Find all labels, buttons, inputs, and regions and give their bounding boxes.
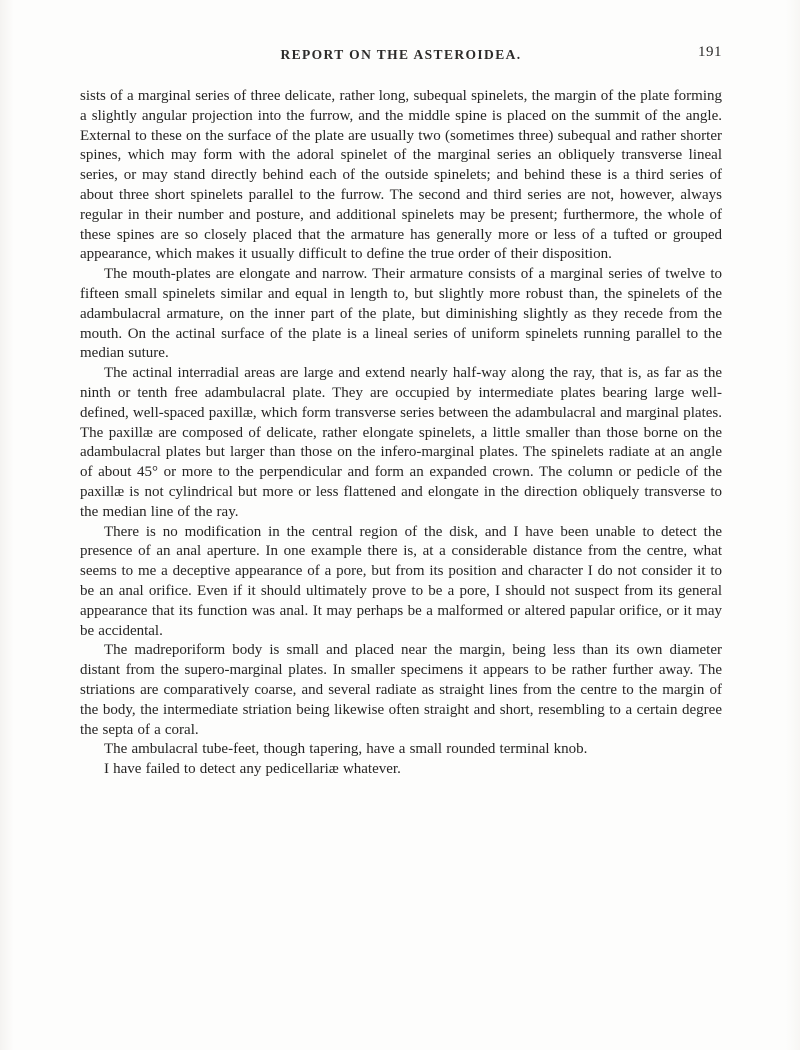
page-body (80, 87, 722, 780)
paragraph: The ambulacral tube-feet, though tapering, have a small rounded terminal knob. (104, 741, 588, 758)
paragraph: The madreporiform body is small and placed near the margin, being less than its own diameter distant from the supero-marginal plates. In smaller specimens it appears to be rather further away. The striations are comparatively coarse, and several radiate as straight lines from the centre to the margin of the body, the intermediate striation being likewise often straight and short, resembling to a certain degree the septa of a coral. (80, 642, 722, 738)
page-number: 191 (698, 44, 722, 60)
paragraph: The actinal interradial areas are large and extend nearly half-way along the ray, that is, as far as the ninth or tenth free adambulacral plate. They are occupied by intermediate plates bearing large well-defined, well-spaced paxillæ, which form transverse series between the adambulacral and marginal plates. The paxillæ are composed of delicate, rather elongate spinelets, a little smaller than those borne on the adambulacral plates but larger than those on the infero-marginal plates. The spinelets radiate at an angle of about 45° or more to the perpendicular and form an expanded crown. The column or pedicle of the paxillæ is not cylindrical but more or less flattened and elongate in the direction obliquely transverse to the median line of the ray. (80, 365, 722, 520)
paragraph: The mouth-plates are elongate and narrow. Their armature consists of a marginal series of twelve to fifteen small spinelets similar and equal in length to, but slightly more robust than, the spinelets of the adambulacral armature, on the inner part of the plate, but diminishing slightly as they recede from the mouth. On the actinal surface of the plate is a lineal series of uniform spinelets running parallel to the median suture. (80, 266, 722, 362)
paragraph: sists of a marginal series of three delicate, rather long, subequal spinelets, the margin of the plate forming a slightly angular projection into the furrow, and the middle spine is placed on the summit of the angle. External to these on the surface of the plate are usually two (sometimes three) subequal and rather shorter spines, which may form with the adoral spinelet of the marginal series an obliquely transverse lineal series, or may stand directly behind each of the outside spinelets; and behind these is a third series of about three short spinelets parallel to the furrow. The second and third series are not, however, always regular in their number and posture, and additional spinelets may be present; furthermore, the whole of these spines are so closely placed that the armature has generally more or less of a tufted or grouped appearance, which makes it usually difficult to define the true order of their disposition. (80, 88, 722, 263)
page-header (80, 44, 722, 66)
paragraph: There is no modification in the central region of the disk, and I have been unable to detect the presence of an anal aperture. In one example there is, at a considerable distance from the centre, what seems to me a deceptive appearance of a pore, but from its position and character I do not consider it to be an anal orifice. Even if it should ultimately prove to be a pore, I should not suspect from its general appearance that its function was anal. It may perhaps be a malformed or altered papular orifice, or it may be accidental. (80, 523, 722, 639)
paragraph: I have failed to detect any pedicellariæ whatever. (104, 761, 401, 778)
running-title: REPORT ON THE ASTEROIDEA. (280, 47, 522, 62)
